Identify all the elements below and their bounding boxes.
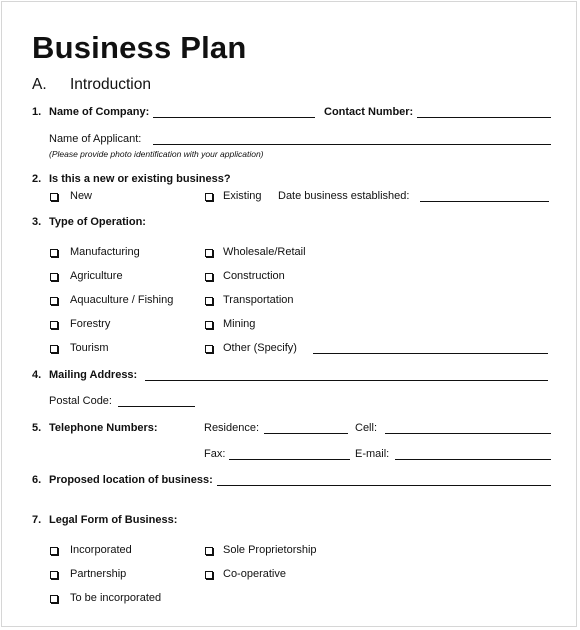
operation-option-mining: Mining: [223, 318, 256, 330]
company-name-field[interactable]: [153, 117, 315, 118]
operation-option-agriculture: Agriculture: [70, 270, 123, 282]
legal-checkbox-left-3[interactable]: [50, 595, 58, 603]
residence-label: Residence:: [204, 422, 260, 434]
question-5-number: 5.: [32, 422, 42, 434]
section-letter: A.: [32, 76, 47, 93]
legal-option-co-operative: Co-operative: [223, 568, 286, 580]
legal-form-label: Legal Form of Business:: [49, 514, 178, 526]
operation-checkbox-right-2[interactable]: [205, 273, 213, 281]
question-4-number: 4.: [32, 369, 42, 381]
operation-checkbox-left-4[interactable]: [50, 321, 58, 329]
operation-option-construction: Construction: [223, 270, 285, 282]
contact-number-label: Contact Number:: [324, 106, 414, 118]
legal-option-partnership: Partnership: [70, 568, 127, 580]
section-label: Introduction: [70, 76, 151, 93]
question-7-number: 7.: [32, 514, 42, 526]
company-name-label: Name of Company:: [49, 106, 150, 118]
question-2-number: 2.: [32, 173, 42, 185]
document-title: Business Plan: [32, 30, 247, 65]
operation-option-transportation: Transportation: [223, 294, 294, 306]
operation-option-tourism: Tourism: [70, 342, 109, 354]
legal-option-incorporated: Incorporated: [70, 544, 132, 556]
email-field[interactable]: [395, 459, 551, 460]
question-1-number: 1.: [32, 106, 42, 118]
page-frame: [1, 1, 577, 627]
new-checkbox[interactable]: [50, 193, 58, 201]
legal-option-sole-proprietorship: Sole Proprietorship: [223, 544, 317, 556]
operation-checkbox-right-5[interactable]: [205, 345, 213, 353]
email-label: E-mail:: [355, 448, 390, 460]
date-established-label: Date business established:: [278, 190, 410, 202]
fax-field[interactable]: [229, 459, 350, 460]
applicant-name-field[interactable]: [153, 144, 551, 145]
operation-checkbox-left-2[interactable]: [50, 273, 58, 281]
other-specify-field[interactable]: [313, 353, 548, 354]
operation-checkbox-left-1[interactable]: [50, 249, 58, 257]
mailing-address-field[interactable]: [145, 380, 548, 381]
photo-id-note: (Please provide photo identification with your application): [49, 149, 264, 159]
legal-checkbox-right-2[interactable]: [205, 571, 213, 579]
business-status-label: Is this a new or existing business?: [49, 173, 231, 185]
legal-checkbox-left-2[interactable]: [50, 571, 58, 579]
operation-checkbox-right-3[interactable]: [205, 297, 213, 305]
fax-label: Fax:: [204, 448, 226, 460]
operation-option-forestry: Forestry: [70, 318, 111, 330]
new-option-label: New: [70, 190, 93, 202]
existing-option-label: Existing: [223, 190, 262, 202]
operation-checkbox-left-3[interactable]: [50, 297, 58, 305]
question-6-number: 6.: [32, 474, 42, 486]
operation-option-wholesale: Wholesale/Retail: [223, 246, 306, 258]
cell-label: Cell:: [355, 422, 378, 434]
existing-checkbox[interactable]: [205, 193, 213, 201]
postal-code-label: Postal Code:: [49, 395, 112, 407]
legal-checkbox-right-1[interactable]: [205, 547, 213, 555]
postal-code-field[interactable]: [118, 406, 195, 407]
date-established-field[interactable]: [420, 201, 549, 202]
proposed-location-label: Proposed location of business:: [49, 474, 213, 486]
operation-option-manufacturing: Manufacturing: [70, 246, 140, 258]
telephone-numbers-label: Telephone Numbers:: [49, 422, 158, 434]
contact-number-field[interactable]: [417, 117, 551, 118]
legal-option-to-be-incorporated: To be incorporated: [70, 592, 162, 604]
operation-type-label: Type of Operation:: [49, 216, 146, 228]
residence-field[interactable]: [264, 433, 348, 434]
operation-option-other: Other (Specify): [223, 342, 297, 354]
legal-checkbox-left-1[interactable]: [50, 547, 58, 555]
operation-checkbox-right-1[interactable]: [205, 249, 213, 257]
operation-checkbox-right-4[interactable]: [205, 321, 213, 329]
mailing-address-label: Mailing Address:: [49, 369, 138, 381]
cell-field[interactable]: [385, 433, 551, 434]
question-3-number: 3.: [32, 216, 42, 228]
applicant-name-label: Name of Applicant:: [49, 133, 142, 145]
operation-checkbox-left-5[interactable]: [50, 345, 58, 353]
operation-option-aquaculture: Aquaculture / Fishing: [70, 294, 174, 306]
proposed-location-field[interactable]: [217, 485, 551, 486]
section-heading: [32, 76, 151, 94]
